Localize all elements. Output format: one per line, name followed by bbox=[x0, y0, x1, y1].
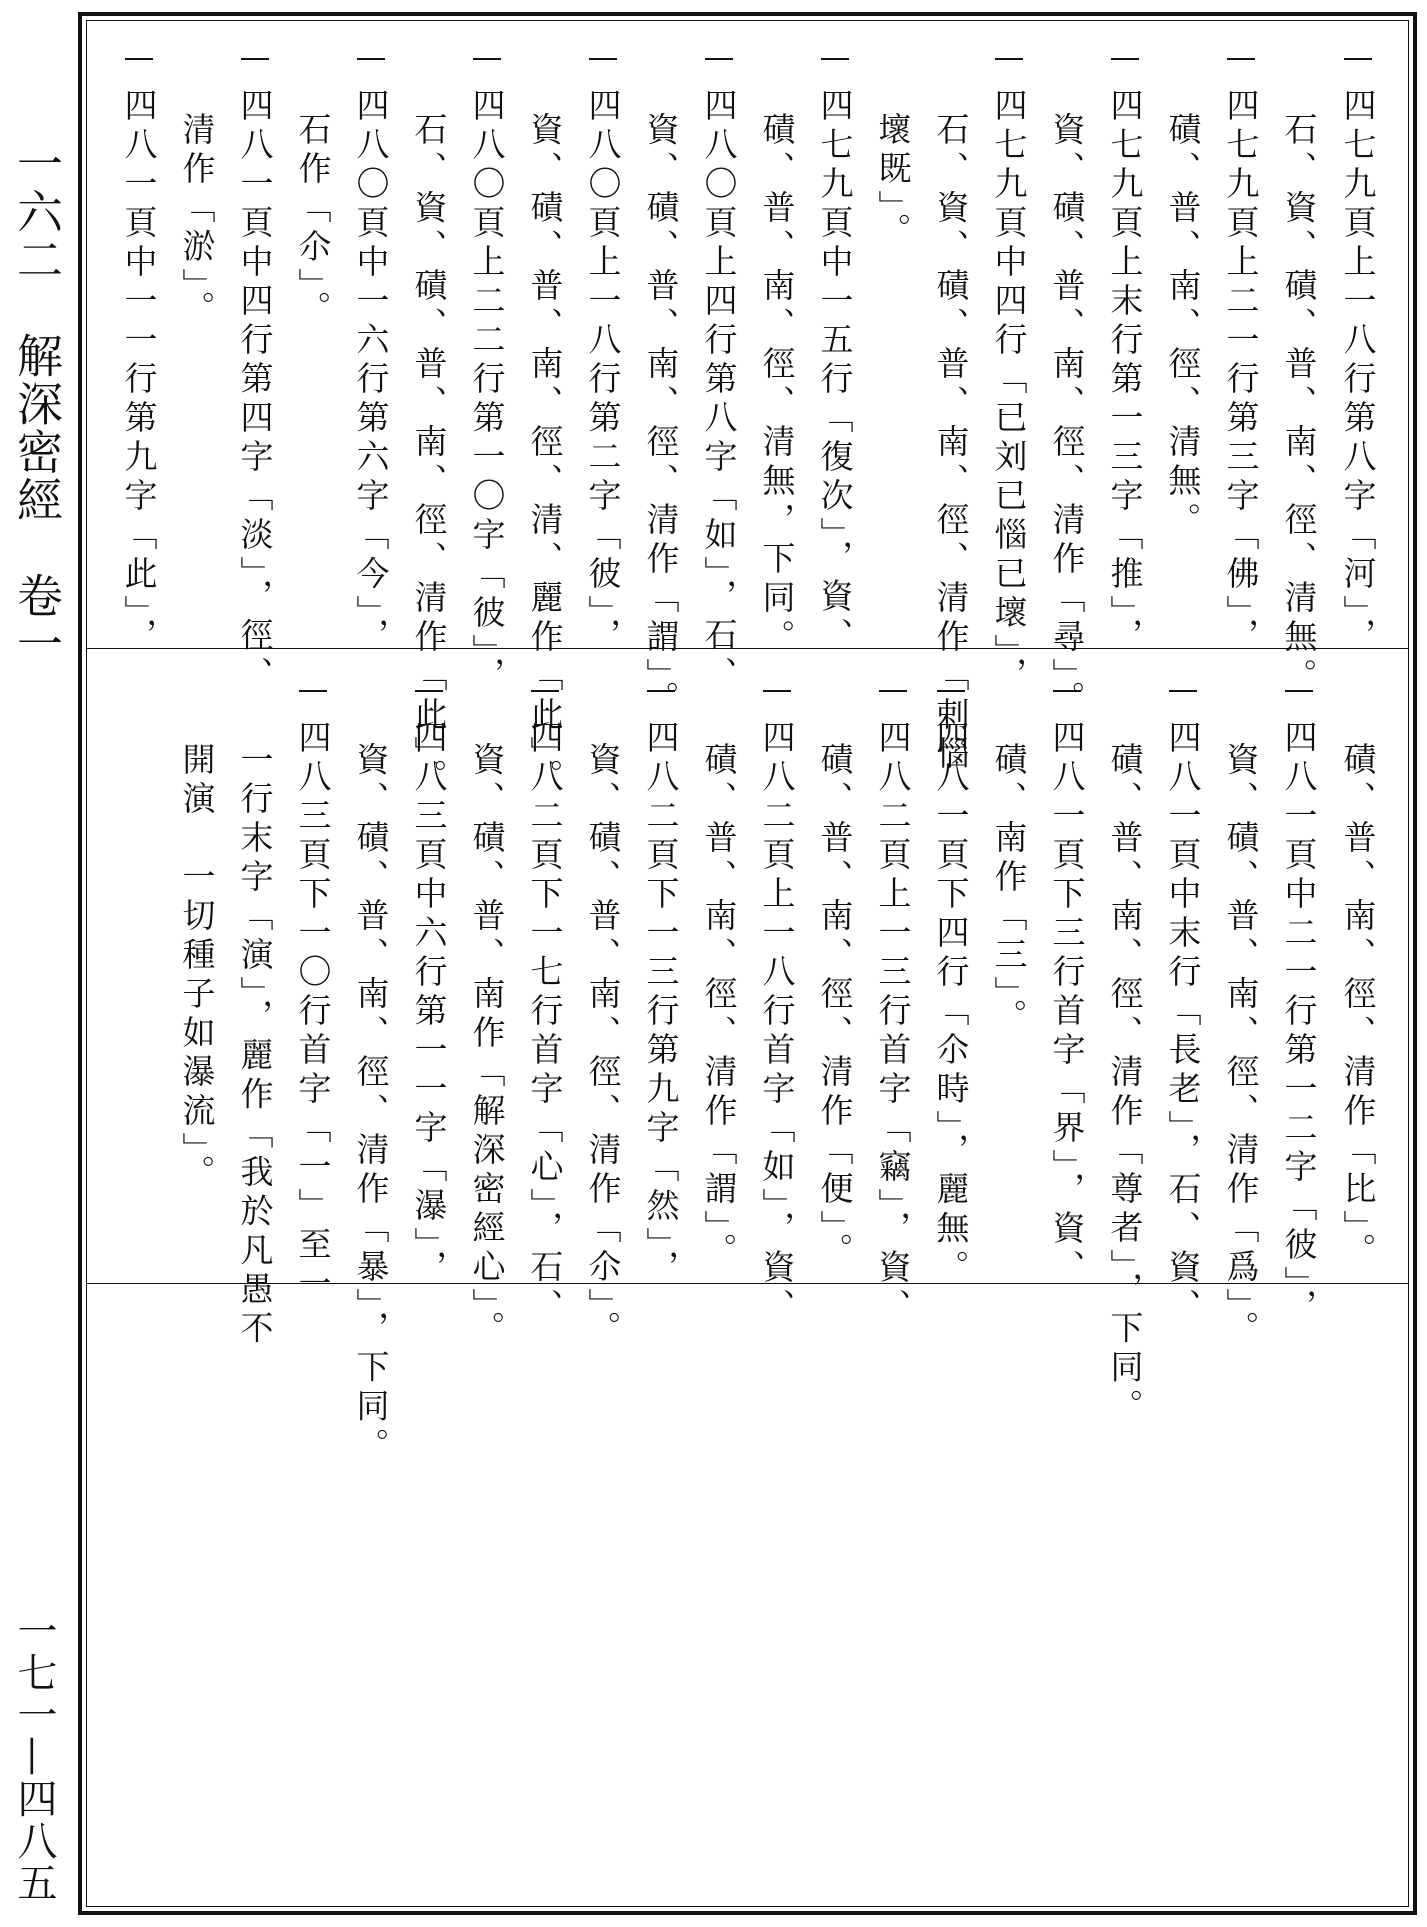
upper-col-8 bbox=[928, 112, 974, 775]
upper-col-7 bbox=[986, 58, 1032, 696]
note-text: 資、磧、普、南、徑、清作「暴」，下同。 bbox=[351, 742, 391, 1467]
note-text: 磧、普、南、徑、清無，下同。 bbox=[757, 112, 797, 658]
lower-col-17 bbox=[406, 690, 452, 1289]
page-number: 一七一—四八五 bbox=[11, 1610, 57, 1904]
entry-marker bbox=[937, 690, 965, 692]
lower-col-7 bbox=[986, 742, 1032, 1038]
note-text: 四七九頁中四行「已刘已惱已壞」， bbox=[989, 88, 1029, 696]
note-text: 四八〇頁上二二行第一〇字「彼」， bbox=[467, 88, 507, 696]
note-text: 四八一頁下三行首字「界」，資、 bbox=[1047, 720, 1087, 1289]
note-text: 四八一頁下四行「尒時」，麗無。 bbox=[931, 720, 971, 1289]
note-text: 磧、普、南、徑、清作「比」。 bbox=[1338, 742, 1378, 1272]
lower-col-3 bbox=[1218, 742, 1264, 1350]
lower-col-18 bbox=[348, 742, 394, 1467]
note-text: 四八〇頁中一六行第六字「今」， bbox=[351, 88, 391, 657]
upper-col-21 bbox=[174, 112, 220, 330]
upper-col-2 bbox=[1276, 112, 1322, 697]
note-text: 一行末字「演」，麗作「我於凡愚不 bbox=[235, 742, 275, 1350]
upper-col-14 bbox=[580, 58, 626, 657]
note-text: 磧、普、南、徑、清作「尊者」，下同。 bbox=[1105, 742, 1145, 1428]
note-text: 石、資、磧、普、南、徑、清無。 bbox=[1279, 112, 1319, 697]
entry-marker bbox=[299, 690, 327, 692]
upper-col-6 bbox=[1044, 112, 1090, 720]
lower-col-16 bbox=[464, 742, 510, 1350]
note-text: 磧、普、南、徑、清作「便」。 bbox=[815, 742, 855, 1272]
note-text: 四八二頁下一七行首字「心」，石、 bbox=[525, 720, 565, 1328]
upper-col-13 bbox=[638, 112, 684, 720]
note-text: 磧、南作「三」。 bbox=[989, 742, 1029, 1038]
entry-marker bbox=[705, 58, 733, 60]
entry-marker bbox=[1344, 58, 1372, 60]
entry-marker bbox=[1111, 58, 1139, 60]
note-text: 四八二頁下一三行第九字「然」， bbox=[641, 720, 681, 1289]
note-text: 清作「淤」。 bbox=[177, 112, 217, 330]
entry-marker bbox=[125, 58, 153, 60]
note-text: 開演 一切種子如瀑流」。 bbox=[177, 742, 217, 1194]
upper-col-18 bbox=[348, 58, 394, 657]
note-text: 四七九頁上末行第一三字「推」， bbox=[1105, 88, 1145, 657]
note-text: 磧、普、南、徑、清作「謂」。 bbox=[699, 742, 739, 1272]
upper-col-5 bbox=[1102, 58, 1148, 657]
note-text: 資、磧、普、南、徑、清作「謂」。 bbox=[641, 112, 681, 720]
margin-caption: 一六二 解深密經 卷一 bbox=[10, 140, 64, 668]
lower-col-1 bbox=[1335, 742, 1381, 1272]
entry-marker bbox=[821, 58, 849, 60]
entry-marker bbox=[763, 690, 791, 692]
lower-col-8 bbox=[928, 690, 974, 1289]
note-text: 四八二頁上一八行首字「如」，資、 bbox=[757, 720, 797, 1328]
note-text: 四八三頁下一〇行首字「一」至一 bbox=[293, 720, 333, 1305]
entry-marker bbox=[995, 58, 1023, 60]
note-text: 磧、普、南、徑、清無。 bbox=[1163, 112, 1203, 541]
lower-col-4 bbox=[1160, 690, 1206, 1328]
note-text: 四八一頁中四行第四字「淡」，徑、 bbox=[235, 88, 275, 696]
upper-col-22 bbox=[116, 58, 162, 657]
page-border-inner bbox=[86, 20, 1409, 1907]
note-text: 四八〇頁上四行第八字「如」，石、 bbox=[699, 88, 739, 696]
lower-col-10 bbox=[812, 742, 858, 1272]
entry-marker bbox=[357, 58, 385, 60]
lower-col-2 bbox=[1276, 690, 1322, 1328]
lower-section-divider bbox=[86, 1283, 1409, 1284]
upper-col-9 bbox=[870, 112, 916, 252]
entry-marker bbox=[531, 690, 559, 692]
upper-col-1 bbox=[1335, 58, 1381, 657]
lower-col-12 bbox=[696, 742, 742, 1272]
note-text: 四八一頁中一一行第九字「此」， bbox=[119, 88, 159, 657]
note-text: 四七九頁上一八行第八字「河」， bbox=[1338, 88, 1378, 657]
lower-col-19 bbox=[290, 690, 336, 1305]
note-text: 壞既」。 bbox=[873, 112, 913, 252]
entry-marker bbox=[241, 58, 269, 60]
lower-col-13 bbox=[638, 690, 684, 1289]
upper-col-12 bbox=[696, 58, 742, 696]
lower-col-11 bbox=[754, 690, 800, 1328]
note-text: 資、磧、普、南、徑、清作「爲」。 bbox=[1221, 742, 1261, 1350]
upper-col-20 bbox=[232, 58, 278, 696]
note-text: 資、磧、普、南、徑、清作「尒」。 bbox=[583, 742, 623, 1350]
note-text: 資、磧、普、南作「解深密經心」。 bbox=[467, 742, 507, 1350]
lower-col-9 bbox=[870, 690, 916, 1328]
lower-col-6 bbox=[1044, 690, 1090, 1289]
note-text: 四八一頁中末行「長老」，石、資、 bbox=[1163, 720, 1203, 1328]
entry-marker bbox=[589, 58, 617, 60]
entry-marker bbox=[1169, 690, 1197, 692]
upper-col-10 bbox=[812, 58, 858, 657]
upper-col-4 bbox=[1160, 112, 1206, 541]
note-text: 四八〇頁上一八行第二字「彼」， bbox=[583, 88, 623, 657]
upper-section-divider bbox=[86, 648, 1409, 649]
lower-col-15 bbox=[522, 690, 568, 1328]
lower-col-20 bbox=[232, 742, 278, 1350]
note-text: 四八一頁中二一行第一二字「彼」， bbox=[1279, 720, 1319, 1328]
note-text: 四七九頁上二一行第三字「佛」， bbox=[1221, 88, 1261, 657]
note-text: 資、磧、普、南、徑、清作「尋」。 bbox=[1047, 112, 1087, 720]
entry-marker bbox=[1285, 690, 1313, 692]
entry-marker bbox=[879, 690, 907, 692]
note-text: 石作「尒」。 bbox=[293, 112, 333, 330]
upper-col-3 bbox=[1218, 58, 1264, 657]
entry-marker bbox=[1227, 58, 1255, 60]
entry-marker bbox=[415, 690, 443, 692]
lower-col-5 bbox=[1102, 742, 1148, 1428]
note-text: 四八二頁上一三行首字「竊」，資、 bbox=[873, 720, 913, 1328]
note-text: 石、資、磧、普、南、徑、清作「此」。 bbox=[409, 112, 449, 798]
note-text: 資、磧、普、南、徑、清、麗作「此」。 bbox=[525, 112, 565, 798]
upper-col-11 bbox=[754, 112, 800, 658]
upper-col-19 bbox=[290, 112, 336, 330]
entry-marker bbox=[473, 58, 501, 60]
note-text: 石、資、磧、普、南、徑、清作「剌惱 bbox=[931, 112, 971, 775]
entry-marker bbox=[647, 690, 675, 692]
upper-col-16 bbox=[464, 58, 510, 696]
lower-col-21 bbox=[174, 742, 220, 1194]
note-text: 四七九頁中一五行「復次」，資、 bbox=[815, 88, 855, 657]
note-text: 四八三頁中六行第一一字「瀑」， bbox=[409, 720, 449, 1289]
lower-col-14 bbox=[580, 742, 626, 1350]
entry-marker bbox=[1053, 690, 1081, 692]
